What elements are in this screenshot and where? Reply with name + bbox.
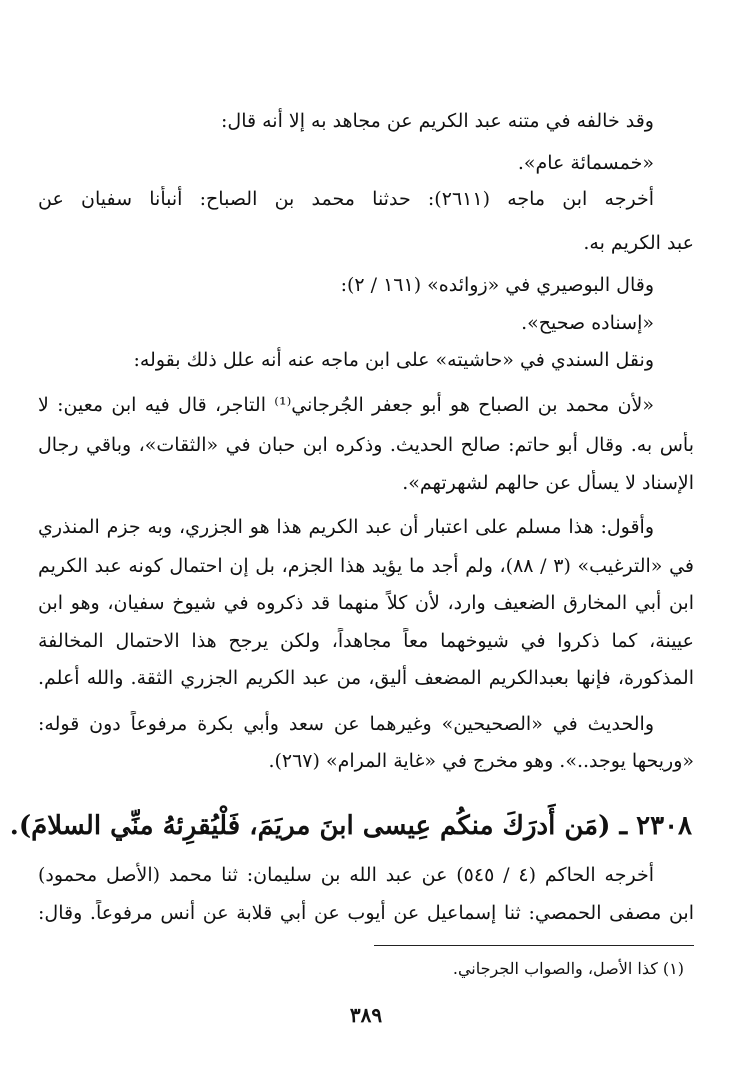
text-line: والحديث في «الصحيحين» وغيرهما عن سعد وأبي بكرة مرفوعاً دون قوله: (38, 713, 654, 735)
text-line: في «الترغيب» (٣ / ٨٨)، ولم أجد ما يؤيد هذا الجزم، بل إن احتمال كونه عبد الكريم (38, 555, 694, 577)
text-line: المذكورة، فإنها بعبدالكريم المضعف أليق، من عبد الكريم الجزري الثقة. والله أعلم. (38, 667, 694, 689)
text-line: وقد خالفه في متنه عبد الكريم عن مجاهد به إلا أنه قال: (220, 110, 654, 132)
page-number: ٣٨٩ (349, 1003, 383, 1027)
text-line: عيينة، كما ذكروا في شيوخهما معاً مجاهداً، ولكن يرجح هذا الاحتمال المخالفة (38, 630, 694, 652)
text-line: ابن أبي المخارق الضعيف وارد، لأن كلاً منهما قد ذكروه في شيوخ سفيان، وهو ابن (38, 592, 694, 614)
text-line: الإسناد لا يسأل عن حالهم لشهرتهم». (402, 472, 694, 494)
text-line: ابن مصفى الحمصي: ثنا إسماعيل عن أيوب عن أبي قلابة عن أنس مرفوعاً. وقال: (38, 902, 694, 924)
text-line: ونقل السندي في «حاشيته» على ابن ماجه عنه أنه علل ذلك بقوله: (133, 349, 654, 371)
text-line: «وريحها يوجد..». وهو مخرج في «غاية المرام» (٢٦٧). (268, 750, 694, 772)
hadith-heading: ٢٣٠٨ ـ (مَن أَدرَكَ منكُم عِيسى ابنَ مريَمَ، فَلْيُقرِئهُ منِّي السلامَ). (9, 811, 692, 841)
footnote-divider (374, 945, 694, 946)
footnote: (١) كذا الأصل، والصواب الجرجاني. (452, 959, 684, 978)
text-line: «خمسمائة عام». (517, 152, 654, 174)
text-line: «لأن محمد بن الصباح هو أبو جعفر الجُرجاني⁽¹⁾ التاجر، قال فيه ابن معين: لا (38, 394, 654, 416)
text-line: أخرجه الحاكم (٤ / ٥٤٥) عن عبد الله بن سليمان: ثنا محمد (الأصل محمود) (38, 864, 654, 886)
text-line: وقال البوصيري في «زوائده» (١٦١ / ٢): (340, 274, 654, 296)
text-line: «إسناده صحيح». (521, 312, 654, 334)
text-line: عبد الكريم به. (583, 232, 694, 254)
text-line: بأس به. وقال أبو حاتم: صالح الحديث. وذكره ابن حبان في «الثقات»، وباقي رجال (38, 434, 694, 456)
text-line: وأقول: هذا مسلم على اعتبار أن عبد الكريم هذا هو الجزري، وبه جزم المنذري (38, 516, 654, 538)
text-line: أخرجه ابن ماجه (٢٦١١): حدثنا محمد بن الصباح: أنبأنا سفيان عن (38, 188, 654, 210)
